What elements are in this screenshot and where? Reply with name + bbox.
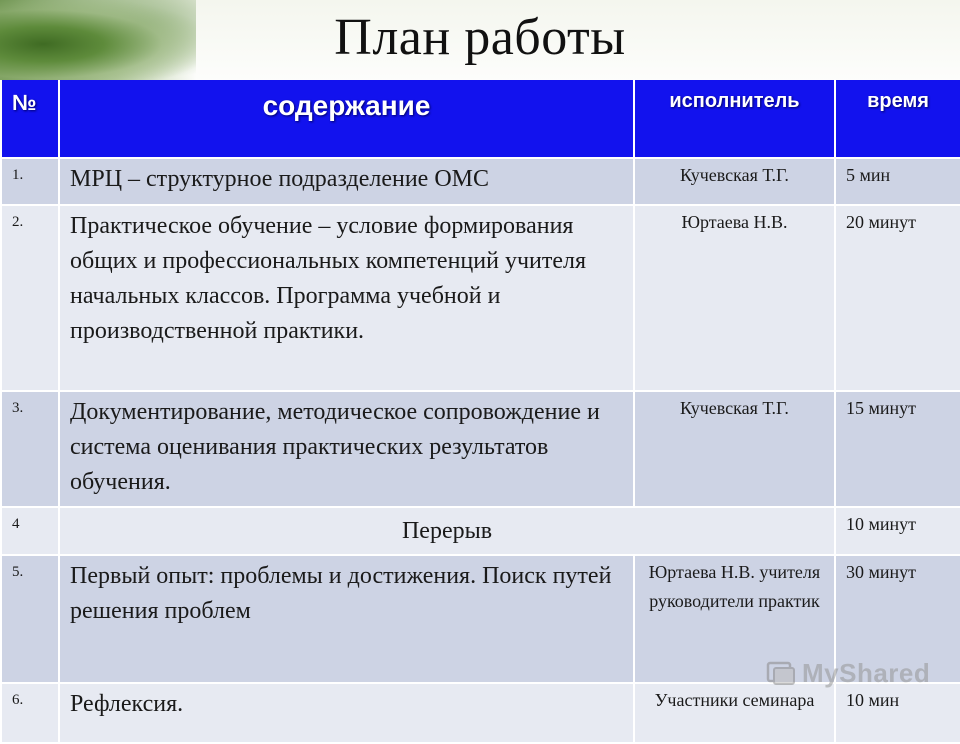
row-content: Первый опыт: проблемы и достижения. Поиск путей решения проблем [59,555,634,683]
table-row [1,205,960,391]
row-executor: Кучевская Т.Г. [634,391,835,507]
header-executor: исполнитель [634,80,835,158]
row-number: 2. [1,205,59,391]
row-time: 20 минут [835,205,960,391]
myshared-watermark [766,656,960,696]
row-time: 15 минут [835,391,960,507]
work-plan-table [0,80,960,744]
row-content: Документирование, методическое сопровождение и система оценивания практических результатов обучения. [59,391,634,507]
row-break-content: Перерыв [59,507,835,555]
table-row [1,391,960,507]
row-number: 4 [1,507,59,555]
row-content: Практическое обучение – условие формирования общих и профессиональных компетенций учителя начальных классов. Программа учебной и производственной практики. [59,205,634,391]
row-time: 10 мин [835,683,960,743]
row-time: 30 минут [835,555,960,683]
row-number: 6. [1,683,59,743]
row-number: 1. [1,158,59,205]
row-executor: Участники семинара [634,683,835,743]
row-executor: Юртаева Н.В. [634,205,835,391]
table-row [1,158,960,205]
row-content: МРЦ – структурное подразделение ОМС [59,158,634,205]
row-executor: Юртаева Н.В. учителя руководители практик [634,555,835,683]
header-time: время [835,80,960,158]
watermark-text: MyShared [802,658,931,688]
myshared-logo-icon [766,660,796,688]
header-number: № [1,80,59,158]
row-time: 10 минут [835,507,960,555]
row-content: Рефлексия. [59,683,634,743]
row-number: 3. [1,391,59,507]
row-number: 5. [1,555,59,683]
row-time: 5 мин [835,158,960,205]
table-row [1,507,960,555]
table-header-row [1,80,960,158]
row-executor: Кучевская Т.Г. [634,158,835,205]
header-content: содержание [59,80,634,158]
slide-title: План работы [334,9,626,66]
